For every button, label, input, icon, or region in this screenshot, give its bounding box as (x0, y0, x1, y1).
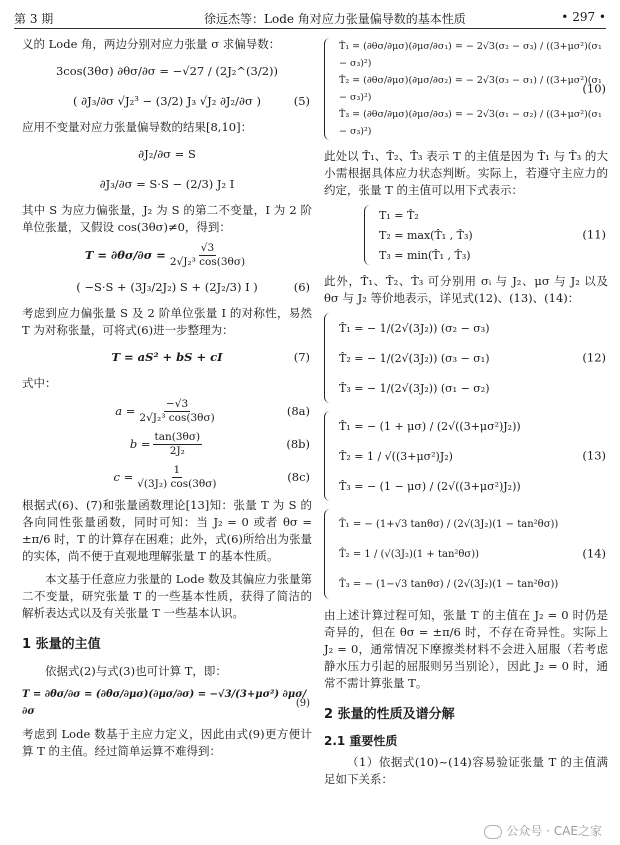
paragraph: 义的 Lode 角，两边分别对应力张量 σ 求偏导数： (22, 37, 281, 51)
section-heading: 2 张量的性质及谱分解 (324, 707, 455, 722)
equation-system-14 (324, 509, 608, 599)
equation-5 (22, 59, 312, 83)
equation-row: T̂₁ = − 1/(2√(3J₂)) (σ₂ − σ₃) (339, 321, 490, 335)
equation-text: ∂J₂/∂σ = S (138, 146, 196, 161)
paragraph: 此外，T̂₁、T̂₂、T̂₃ 可分别用 σᵢ 与 J₂、μσ 与 J₂ 以及 θσ 与 J₂ 等价地表示，详见式(12)、(13)、(14)： (324, 274, 608, 305)
paragraph: 根据式(6)、(7)和张量函数理论[13]知：张量 T 为 S 的各向同性张量函数，同时可知：当 J₂ = 0 或者 θσ = ±π/6 时，T 的计算存在困难；此外，式(6)所给出为张量的实体，尚不便于直观地理解张量 T 的基本性质。 (22, 498, 312, 563)
equation-text: ∂J₃/∂σ = S·S − (2/3) J₂ I (99, 176, 235, 191)
running-title: 徐远杰等：Lode 角对应力张量偏导数的基本性质 (204, 12, 466, 26)
paragraph: 依据式(2)与式(3)也可计算 T，即： (45, 664, 227, 678)
equation-system-10 (324, 38, 608, 140)
brace (324, 38, 333, 140)
issue-number: 第 3 期 (14, 12, 54, 26)
subsection-heading: 2.1 重要性质 (324, 734, 398, 748)
watermark-text: 公众号 · CAE之家 (506, 824, 602, 838)
equation-system-11 (324, 205, 608, 265)
equation-number: (8a) (286, 404, 310, 418)
equation-text: T = ∂θσ/∂σ = (∂θσ/∂μσ)(∂μσ/∂σ) = −√3/(3+μσ²) ∂μσ/∂σ (22, 689, 307, 717)
page-number: • 297 • (561, 10, 606, 24)
equation-row: T̂₃ = (∂θσ/∂μσ)(∂μσ/∂σ₃) = − 2√3(σ₁ − σ₂) / ((3+μσ²)(σ₁ − σ₃)²) (339, 109, 602, 137)
denominator: 2√J₂³ cos(3θσ) (139, 412, 215, 424)
equation-row: T̂₂ = 1 / (√(3J₂)(1 + tan²θσ)) (339, 548, 480, 560)
equation-number: (6) (293, 279, 310, 294)
paragraph: 式中： (22, 376, 57, 390)
equation-row: T̂₃ = − (1 − μσ) / (2√((3+μσ²)J₂)) (339, 479, 521, 493)
equation-8c (22, 464, 312, 491)
paragraph: 应用不变量对应力张量偏导数的结果[8,10]： (22, 120, 253, 134)
denominator: √(3J₂) cos(3θσ) (137, 478, 217, 490)
equation-row: T̂₃ = − (1−√3 tanθσ) / (2√(3J₂)(1 − tan²θσ)) (339, 578, 559, 590)
equation-row: T₂ = max(T̂₁ , T̂₃) (379, 228, 473, 242)
equation-6 (22, 242, 312, 269)
equation-system-12 (324, 313, 608, 403)
equation-lhs: a = (115, 404, 136, 418)
equation-term: ( ∂J₃/∂σ √J₂³ − (3/2) J₃ √J₂ ∂J₂/∂σ ) (73, 93, 261, 108)
numerator: tan(3θσ) (154, 431, 201, 443)
equation-number: (12) (582, 350, 606, 365)
wechat-icon (484, 825, 502, 839)
equation-row: T̂₂ = (∂θσ/∂μσ)(∂μσ/∂σ₂) = − 2√3(σ₃ − σ₁) / ((3+μσ²)(σ₁ − σ₃)²) (339, 75, 602, 103)
brace (324, 509, 333, 599)
denominator: 2J₂ (169, 445, 185, 457)
equation-row: T̂₁ = − (1 + μσ) / (2√((3+μσ²)J₂)) (339, 419, 521, 433)
right-column (324, 36, 608, 794)
brace (364, 205, 373, 265)
equation-number: (14) (582, 546, 606, 561)
paragraph: 考虑到应力偏张量 S 及 2 阶单位张量 I 的对称性，易然 T 为对称张量，可将式(6)进一步整理为： (22, 306, 312, 337)
equation-lhs: b = (129, 437, 151, 451)
equation-7 (22, 345, 312, 369)
running-header (14, 6, 606, 29)
equation-lhs: c = (113, 470, 134, 484)
fraction (137, 398, 216, 425)
equation-term: −√27 / (2J₂^(3/2)) (172, 63, 279, 78)
paragraph: 考虑到 Lode 数基于主应力定义，因此由式(9)更方便计算 T 的主值。经过简单运算不难得到： (22, 727, 312, 758)
equation-number: (13) (582, 448, 606, 463)
paragraph: 此处以 T̂₁、T̂₂、T̂₃ 表示 T 的主值是因为 T̂₁ 与 T̂₃ 的大小需根据具体应力状态判断。实际上，若遵守主应力的约定，张量 T 的主值可以用下式表示： (324, 149, 608, 197)
numerator: 1 (173, 464, 181, 476)
watermark (484, 822, 602, 839)
brace (324, 313, 333, 403)
equation-number: (10) (582, 81, 606, 96)
paragraph: 由上述计算过程可知，张量 T 的主值在 J₂ = 0 时仍是奇异的，但在 θσ = ±π/6 时，不存在奇异性。实际上 J₂ = 0，通常情况下摩擦类材料不会进入屈服（若考虑静水压力引起的屈服则另当别论），因此 J₂ = 0 时，通常不需计算张量 T。 (324, 608, 608, 690)
fraction (168, 242, 247, 269)
equation-5-cont (22, 89, 312, 113)
equation-number: (7) (293, 349, 310, 364)
numerator: √3 (200, 242, 215, 254)
equation-row: T₃ = min(T̂₁ , T̂₃) (379, 248, 471, 262)
equation-lhs: 3cos(3θσ) ∂θσ/∂σ = (55, 63, 169, 78)
equation-text: T = aS² + bS + cI (111, 349, 223, 364)
equation-row: T₁ = T̂₂ (379, 208, 419, 222)
equation-row: T̂₁ = (∂θσ/∂μσ)(∂μσ/∂σ₁) = − 2√3(σ₂ − σ₃) / ((3+μσ²)(σ₁ − σ₃)²) (339, 41, 602, 69)
equation-6-cont (22, 275, 312, 299)
paragraph: （1）依据式(10)~(14)容易验证张量 T 的主值满足如下关系： (324, 755, 608, 786)
equation-row: T̂₂ = − 1/(2√(3J₂)) (σ₃ − σ₁) (339, 351, 490, 365)
fraction (135, 464, 218, 491)
left-column (22, 36, 312, 766)
equation-dj2 (22, 142, 312, 166)
equation-number: (8b) (286, 437, 310, 451)
equation-number: (11) (582, 227, 606, 242)
denominator: 2√J₂³ cos(3θσ) (169, 256, 246, 268)
equation-lhs: T = ∂θσ/∂σ = (84, 248, 166, 262)
numerator: −√3 (165, 398, 189, 410)
equation-number: (5) (293, 93, 310, 108)
equation-number: (8c) (287, 470, 310, 484)
equation-8a (22, 398, 312, 425)
equation-9 (22, 686, 312, 720)
equation-term: ( −S·S + (3J₃/2J₂) S + (2J₂/3) I ) (76, 279, 258, 294)
equation-row: T̂₁ = − (1+√3 tanθσ) / (2√(3J₂)(1 − tan²θσ)) (339, 518, 559, 530)
equation-number: (9) (295, 697, 310, 709)
fraction (153, 431, 203, 458)
equation-system-13 (324, 411, 608, 501)
equation-dj3 (22, 172, 312, 196)
brace (324, 411, 333, 501)
equation-row: T̂₂ = 1 / √((3+μσ²)J₂) (339, 449, 453, 463)
equation-8b (22, 431, 312, 458)
paragraph: 本文基于任意应力张量的 Lode 数及其偏应力张量第二不变量，研究张量 T 的一些基本性质，获得了简洁的解析表达式以及有关张量 T 一些基本认识。 (22, 572, 312, 620)
equation-row: T̂₃ = − 1/(2√(3J₂)) (σ₁ − σ₂) (339, 381, 490, 395)
section-heading: 1 张量的主值 (22, 637, 101, 652)
paragraph: 其中 S 为应力偏张量，J₂ 为 S 的第二不变量，I 为 2 阶单位张量，又假设 cos(3θσ)≠0，得到： (22, 203, 312, 234)
